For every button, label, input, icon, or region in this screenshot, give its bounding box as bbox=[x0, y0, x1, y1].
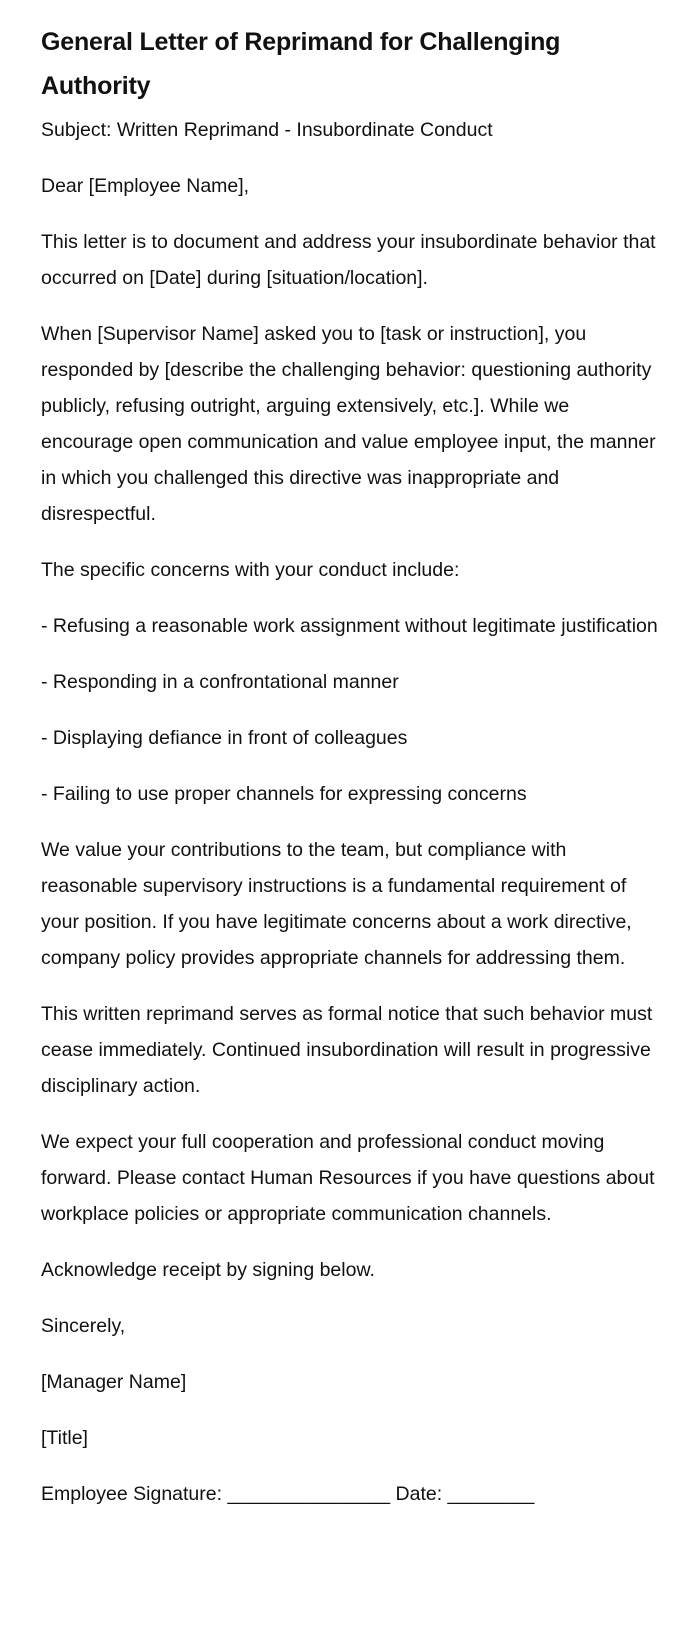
body-paragraph-cooperation: We expect your full cooperation and professional conduct moving forward. Please contact Human Resources if you have questions about workplace policies or appropriate communication channels. bbox=[41, 1131, 655, 1225]
subject-line: Subject: Written Reprimand - Insubordinate Conduct bbox=[41, 119, 493, 141]
manager-title: [Title] bbox=[41, 1427, 88, 1449]
body-paragraph-details: When [Supervisor Name] asked you to [task or instruction], you responded by [describe the challenging behavior: questioning authority publicly, refusing outright, arguing extensively, etc.]. While we encourage open communication and value employee input, the manner in which you challenged this directive was inappropriate and disrespectful. bbox=[41, 323, 656, 525]
concern-item: - Refusing a reasonable work assignment without legitimate justification bbox=[41, 615, 658, 637]
concern-item: - Responding in a confrontational manner bbox=[41, 671, 399, 693]
document-title: General Letter of Reprimand for Challenging Authority bbox=[41, 28, 561, 100]
manager-name: [Manager Name] bbox=[41, 1371, 187, 1393]
acknowledgement-instruction: Acknowledge receipt by signing below. bbox=[41, 1259, 375, 1281]
concern-item: - Displaying defiance in front of colleagues bbox=[41, 727, 408, 749]
body-paragraph-incident: This letter is to document and address your insubordinate behavior that occurred on [Date] during [situation/location]. bbox=[41, 231, 656, 289]
salutation: Dear [Employee Name], bbox=[41, 175, 250, 197]
employee-signature-line: Employee Signature: _______________ Date: ________ bbox=[41, 1483, 535, 1505]
body-paragraph-formal-notice: This written reprimand serves as formal notice that such behavior must cease immediately. Continued insubordination will result in progressive disciplinary action. bbox=[41, 1003, 653, 1097]
body-paragraph-expectations: We value your contributions to the team, but compliance with reasonable supervisory instructions is a fundamental requirement of your position. If you have legitimate concerns about a work directive, company policy provides appropriate channels for addressing them. bbox=[41, 839, 632, 969]
body-paragraph-concerns-intro: The specific concerns with your conduct include: bbox=[41, 559, 460, 581]
signoff: Sincerely, bbox=[41, 1315, 126, 1337]
concern-item: - Failing to use proper channels for expressing concerns bbox=[41, 783, 527, 805]
